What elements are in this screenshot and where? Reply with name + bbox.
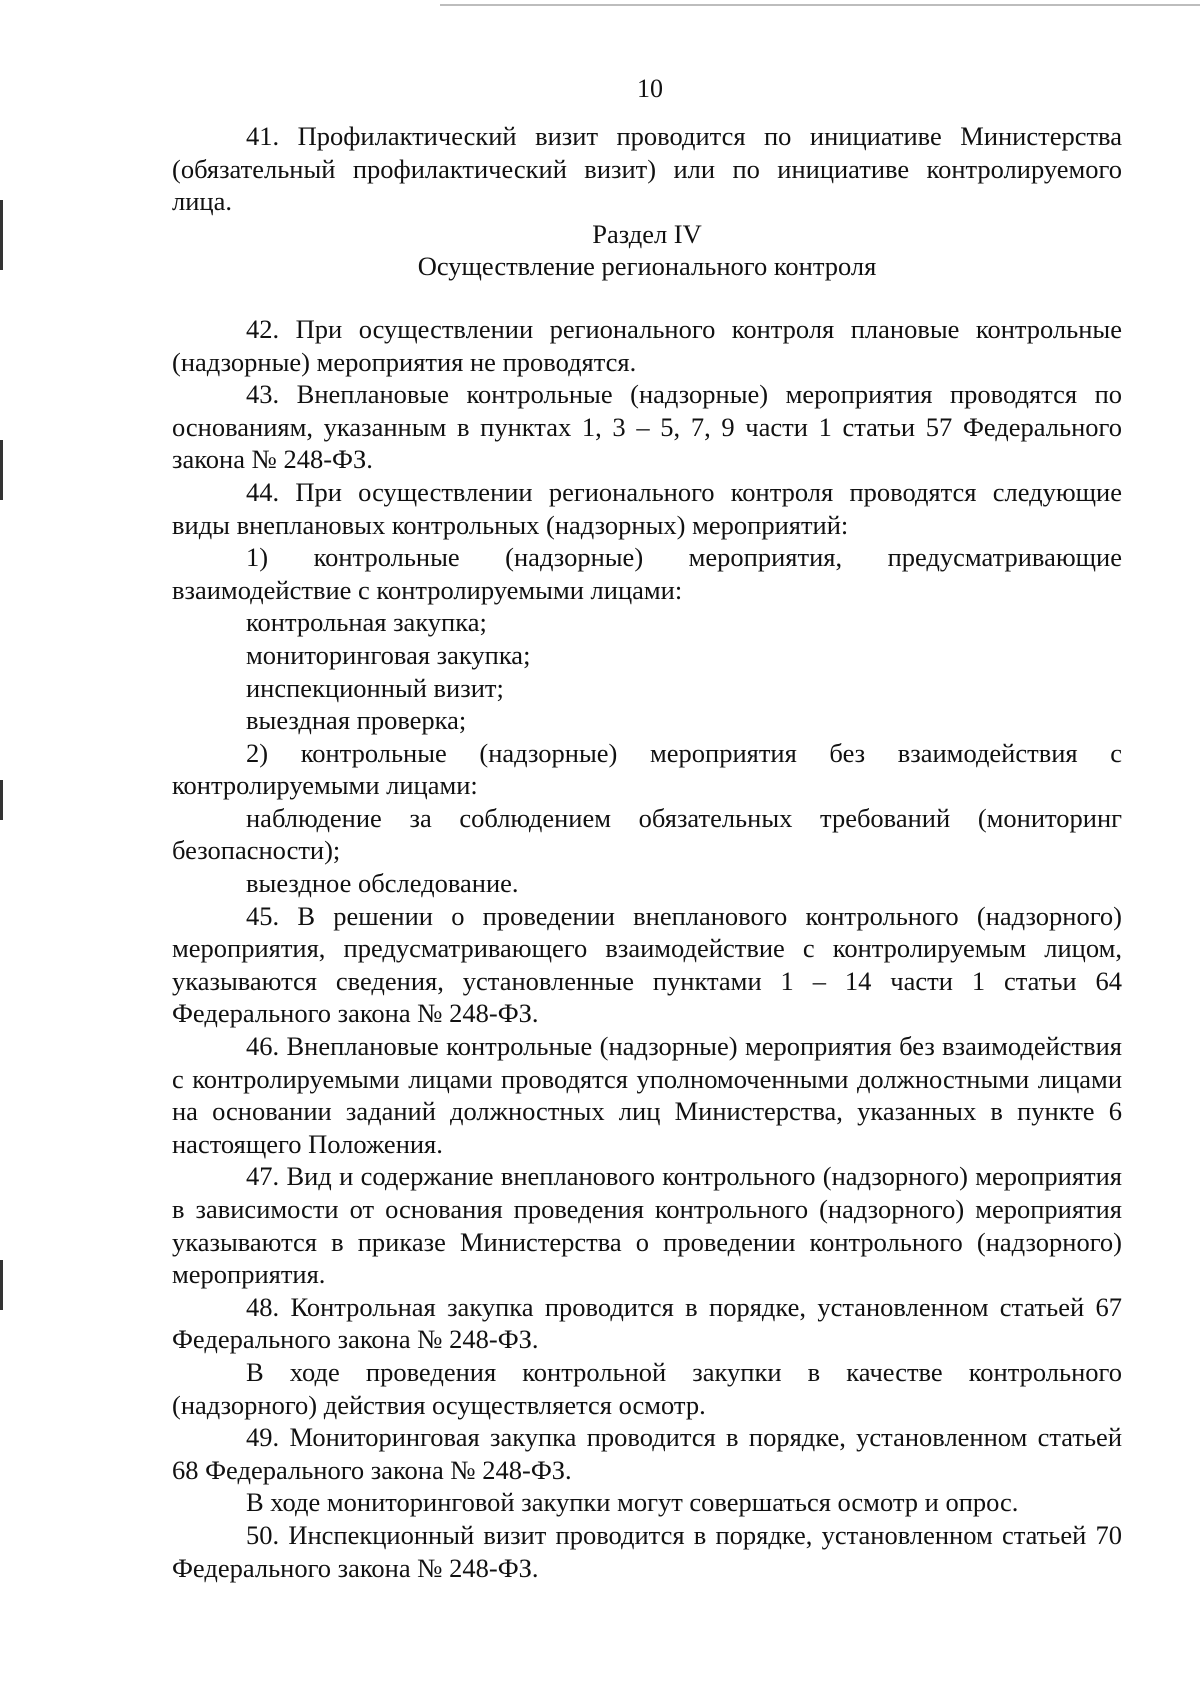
scan-artifact-line — [440, 4, 1200, 6]
paragraph: 45. В решении о проведении внепланового контрольного (надзорного) мероприятия, предусматривающего взаимодействие с контролируемым лицом, указываются сведения, установленные пунктами 1 – 14 части 1 статьи 64 Федерального закона № 248-ФЗ. — [172, 900, 1122, 1029]
paragraph: 43. Внеплановые контрольные (надзорные) мероприятия проводятся по основаниям, указанным в пунктах 1, 3 – 5, 7, 9 части 1 статьи 57 Федерального закона № 248-ФЗ. — [172, 379, 1122, 475]
paragraph: 46. Внеплановые контрольные (надзорные) мероприятия без взаимодействия с контролируемыми лицами проводятся уполномоченными должностными лицами на основании заданий должностных лиц Министерства, указанных в пункте 6 настоящего Положения. — [172, 1031, 1122, 1159]
list-item: выездное обследование. — [246, 868, 519, 899]
paragraph: 42. При осуществлении регионального контроля плановые контрольные (надзорные) мероприятия не проводятся. — [172, 313, 1122, 377]
list-item: мониторинговая закупка; — [246, 639, 531, 670]
paragraph: 1) контрольные (надзорные) мероприятия, предусматривающие взаимодействие с контролируемыми лицами: — [172, 542, 1122, 605]
scan-artifact-mark — [0, 200, 3, 270]
paragraph: 50. Инспекционный визит проводится в порядке, установленном статьей 70 Федерального закона № 248-ФЗ. — [172, 1519, 1122, 1583]
list-item: выездная проверка; — [246, 705, 467, 736]
scan-artifact-mark — [0, 440, 3, 500]
scan-artifact-mark — [0, 1260, 3, 1310]
section-label: Раздел IV — [592, 218, 702, 249]
section-title: Осуществление регионального контроля — [417, 251, 877, 282]
list-item: контрольная закупка; — [246, 607, 487, 638]
paragraph: 41. Профилактический визит проводится по инициативе Министерства (обязательный профилактический визит) или по инициативе контролируемого лица. — [172, 121, 1122, 217]
paragraph: 49. Мониторинговая закупка проводится в порядке, установленном статьей 68 Федерального закона № 248-ФЗ. — [172, 1422, 1122, 1485]
paragraph: 47. Вид и содержание внепланового контрольного (надзорного) мероприятия в зависимости от основания проведения контрольного (надзорного) мероприятия указываются в приказе Министерства о проведении контрольного (надзорного) мероприятия. — [172, 1161, 1122, 1290]
paragraph: 48. Контрольная закупка проводится в порядке, установленном статьей 67 Федерального закона № 248-ФЗ. — [172, 1291, 1122, 1355]
document-body — [172, 120, 1122, 1584]
list-item: инспекционный визит; — [246, 672, 504, 703]
list-item: наблюдение за соблюдением обязательных требований (мониторинг безопасности); — [172, 802, 1122, 866]
page-number: 10 — [637, 74, 663, 103]
spacer — [172, 283, 1122, 313]
paragraph: В ходе проведения контрольной закупки в качестве контрольного (надзорного) действия осуществляется осмотр. — [172, 1356, 1122, 1420]
paragraph: 2) контрольные (надзорные) мероприятия без взаимодействия с контролируемыми лицами: — [172, 737, 1122, 801]
paragraph: В ходе мониторинговой закупки могут совершаться осмотр и опрос. — [246, 1487, 1019, 1518]
scan-artifact-mark — [0, 780, 3, 820]
paragraph: 44. При осуществлении регионального контроля проводятся следующие виды внеплановых контрольных (надзорных) мероприятий: — [172, 476, 1122, 540]
